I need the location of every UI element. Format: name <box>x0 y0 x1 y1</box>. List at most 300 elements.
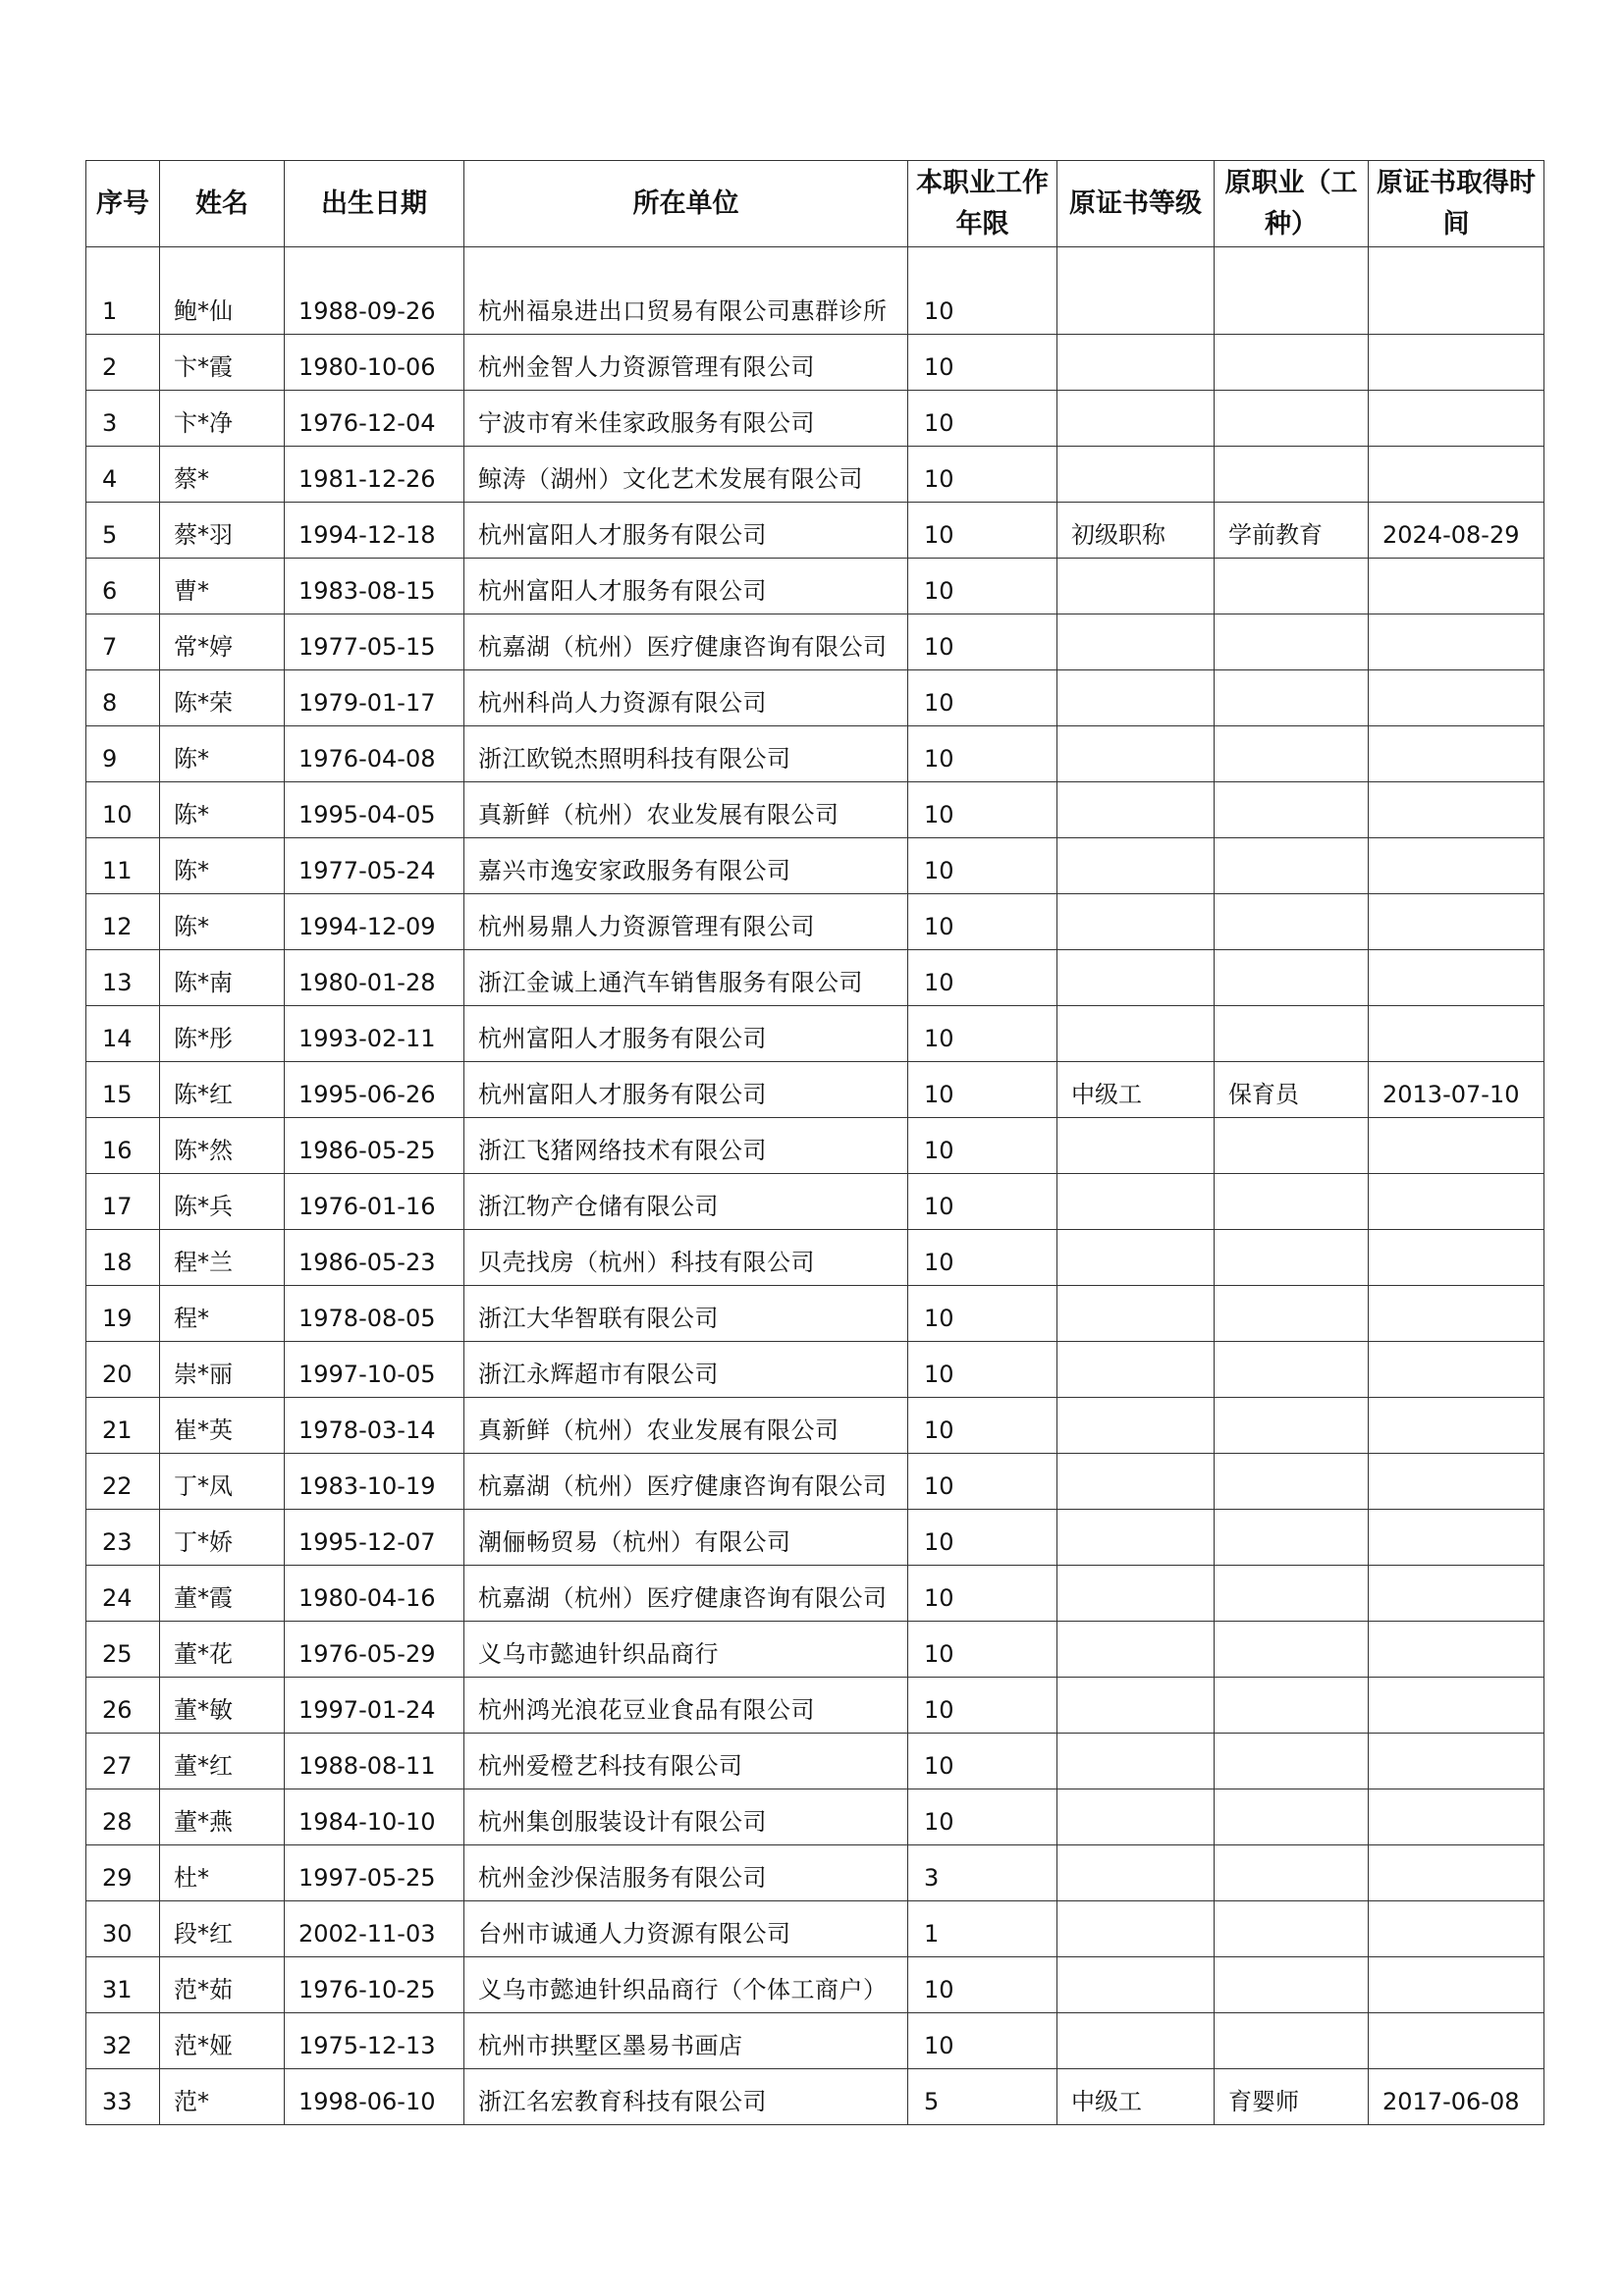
cell-no: 32 <box>86 2013 160 2069</box>
cell-prev-occupation <box>1215 1901 1369 1957</box>
cell-work-years: 10 <box>908 1006 1057 1062</box>
cell-cert-date <box>1369 2013 1544 2069</box>
cell-cert-date <box>1369 726 1544 782</box>
cell-cert-date <box>1369 559 1544 614</box>
cell-no: 7 <box>86 614 160 670</box>
cell-work-years: 10 <box>908 838 1057 894</box>
cell-no: 31 <box>86 1957 160 2013</box>
cell-name: 董*敏 <box>160 1678 285 1734</box>
cell-work-years: 10 <box>908 1118 1057 1174</box>
cell-birth-date: 1979-01-17 <box>285 670 464 726</box>
cell-unit: 浙江欧锐杰照明科技有限公司 <box>464 726 908 782</box>
cell-cert-date <box>1369 1845 1544 1901</box>
cell-birth-date: 1994-12-18 <box>285 503 464 559</box>
cell-birth-date: 1995-06-26 <box>285 1062 464 1118</box>
cell-cert-date <box>1369 391 1544 447</box>
cell-birth-date: 1997-10-05 <box>285 1342 464 1398</box>
cell-prev-occupation <box>1215 1398 1369 1454</box>
cell-no: 20 <box>86 1342 160 1398</box>
cell-cert-date <box>1369 670 1544 726</box>
cell-cert-level <box>1057 614 1215 670</box>
cell-cert-level <box>1057 1957 1215 2013</box>
cell-unit: 杭州易鼎人力资源管理有限公司 <box>464 894 908 950</box>
cell-cert-date <box>1369 447 1544 503</box>
cell-no: 17 <box>86 1174 160 1230</box>
cell-no: 22 <box>86 1454 160 1510</box>
cell-cert-level <box>1057 1230 1215 1286</box>
cell-cert-date <box>1369 247 1544 335</box>
cell-unit: 鲸涛（湖州）文化艺术发展有限公司 <box>464 447 908 503</box>
cell-prev-occupation <box>1215 838 1369 894</box>
cell-no: 29 <box>86 1845 160 1901</box>
cell-cert-level <box>1057 1342 1215 1398</box>
cell-prev-occupation <box>1215 1286 1369 1342</box>
cell-birth-date: 1993-02-11 <box>285 1006 464 1062</box>
cell-unit: 杭嘉湖（杭州）医疗健康咨询有限公司 <box>464 1566 908 1622</box>
cell-name: 崇*丽 <box>160 1342 285 1398</box>
cell-work-years: 10 <box>908 1678 1057 1734</box>
cell-unit: 杭州鸿光浪花豆业食品有限公司 <box>464 1678 908 1734</box>
cell-cert-date: 2024-08-29 <box>1369 503 1544 559</box>
cell-prev-occupation <box>1215 1510 1369 1566</box>
cell-birth-date: 1976-04-08 <box>285 726 464 782</box>
cell-birth-date: 1976-01-16 <box>285 1174 464 1230</box>
cell-no: 8 <box>86 670 160 726</box>
cell-no: 27 <box>86 1734 160 1789</box>
cell-unit: 杭州爱橙艺科技有限公司 <box>464 1734 908 1789</box>
cell-unit: 潮俪畅贸易（杭州）有限公司 <box>464 1510 908 1566</box>
cell-name: 陈*兵 <box>160 1174 285 1230</box>
cell-no: 21 <box>86 1398 160 1454</box>
table-row <box>86 1230 1544 1286</box>
cell-cert-date <box>1369 1901 1544 1957</box>
table-row <box>86 1174 1544 1230</box>
cell-cert-level <box>1057 1286 1215 1342</box>
cell-unit: 杭嘉湖（杭州）医疗健康咨询有限公司 <box>464 1454 908 1510</box>
cell-cert-level <box>1057 1174 1215 1230</box>
cell-cert-level <box>1057 670 1215 726</box>
cell-cert-level <box>1057 950 1215 1006</box>
cell-unit: 浙江物产仓储有限公司 <box>464 1174 908 1230</box>
cell-no: 16 <box>86 1118 160 1174</box>
cell-prev-occupation <box>1215 726 1369 782</box>
cell-work-years: 10 <box>908 2013 1057 2069</box>
cell-name: 卞*霞 <box>160 335 285 391</box>
cell-birth-date: 1994-12-09 <box>285 894 464 950</box>
cell-name: 蔡* <box>160 447 285 503</box>
cell-name: 董*红 <box>160 1734 285 1789</box>
table-row <box>86 1678 1544 1734</box>
cell-cert-date <box>1369 1789 1544 1845</box>
cell-name: 蔡*羽 <box>160 503 285 559</box>
cell-name: 董*花 <box>160 1622 285 1678</box>
cell-name: 杜* <box>160 1845 285 1901</box>
cell-cert-date <box>1369 1286 1544 1342</box>
cell-no: 12 <box>86 894 160 950</box>
table-row <box>86 335 1544 391</box>
cell-unit: 杭州富阳人才服务有限公司 <box>464 559 908 614</box>
cell-work-years: 10 <box>908 1062 1057 1118</box>
cell-birth-date: 1998-06-10 <box>285 2069 464 2125</box>
table-row <box>86 1286 1544 1342</box>
cell-no: 4 <box>86 447 160 503</box>
cell-prev-occupation <box>1215 247 1369 335</box>
cell-birth-date: 1976-05-29 <box>285 1622 464 1678</box>
cell-cert-date: 2017-06-08 <box>1369 2069 1544 2125</box>
cell-prev-occupation <box>1215 1566 1369 1622</box>
cell-prev-occupation <box>1215 1845 1369 1901</box>
cell-prev-occupation: 学前教育 <box>1215 503 1369 559</box>
table-row <box>86 950 1544 1006</box>
cell-cert-level <box>1057 894 1215 950</box>
cell-name: 常*婷 <box>160 614 285 670</box>
cell-prev-occupation <box>1215 1957 1369 2013</box>
cell-cert-date <box>1369 1566 1544 1622</box>
table-row <box>86 614 1544 670</box>
table-row <box>86 1734 1544 1789</box>
cell-birth-date: 1983-10-19 <box>285 1454 464 1510</box>
table-row <box>86 1622 1544 1678</box>
cell-work-years: 10 <box>908 1566 1057 1622</box>
cell-prev-occupation <box>1215 447 1369 503</box>
cell-birth-date: 1977-05-24 <box>285 838 464 894</box>
table-row <box>86 559 1544 614</box>
cell-name: 范*娅 <box>160 2013 285 2069</box>
cell-name: 崔*英 <box>160 1398 285 1454</box>
cell-birth-date: 1997-05-25 <box>285 1845 464 1901</box>
cell-cert-level <box>1057 391 1215 447</box>
cell-name: 董*霞 <box>160 1566 285 1622</box>
cell-name: 丁*娇 <box>160 1510 285 1566</box>
cell-unit: 浙江名宏教育科技有限公司 <box>464 2069 908 2125</box>
cell-unit: 杭州集创服装设计有限公司 <box>464 1789 908 1845</box>
cell-unit: 浙江金诚上通汽车销售服务有限公司 <box>464 950 908 1006</box>
cell-cert-level <box>1057 1510 1215 1566</box>
cell-unit: 杭州富阳人才服务有限公司 <box>464 1006 908 1062</box>
cell-name: 董*燕 <box>160 1789 285 1845</box>
cell-work-years: 10 <box>908 894 1057 950</box>
cell-unit: 浙江永辉超市有限公司 <box>464 1342 908 1398</box>
cell-unit: 杭州福泉进出口贸易有限公司惠群诊所 <box>464 247 908 335</box>
cell-work-years: 10 <box>908 1286 1057 1342</box>
cell-birth-date: 1981-12-26 <box>285 447 464 503</box>
cell-cert-level <box>1057 1622 1215 1678</box>
header-prev-occupation: 原职业（工种） <box>1215 161 1369 247</box>
cell-name: 陈* <box>160 782 285 838</box>
cell-cert-date <box>1369 335 1544 391</box>
cell-no: 24 <box>86 1566 160 1622</box>
cell-work-years: 10 <box>908 1174 1057 1230</box>
cell-name: 陈* <box>160 726 285 782</box>
cell-no: 13 <box>86 950 160 1006</box>
cell-cert-level <box>1057 1678 1215 1734</box>
cell-name: 陈*红 <box>160 1062 285 1118</box>
table-row <box>86 726 1544 782</box>
cell-cert-level <box>1057 1845 1215 1901</box>
cell-prev-occupation <box>1215 559 1369 614</box>
cell-cert-date <box>1369 1622 1544 1678</box>
cell-prev-occupation <box>1215 670 1369 726</box>
cell-cert-level <box>1057 1006 1215 1062</box>
cell-no: 9 <box>86 726 160 782</box>
table-row <box>86 2069 1544 2125</box>
cell-work-years: 10 <box>908 503 1057 559</box>
cell-no: 11 <box>86 838 160 894</box>
cell-name: 段*红 <box>160 1901 285 1957</box>
cell-no: 3 <box>86 391 160 447</box>
cell-work-years: 10 <box>908 782 1057 838</box>
cell-cert-date <box>1369 782 1544 838</box>
cell-unit: 真新鲜（杭州）农业发展有限公司 <box>464 782 908 838</box>
header-birth-date: 出生日期 <box>285 161 464 247</box>
cell-cert-date <box>1369 1006 1544 1062</box>
table-row <box>86 391 1544 447</box>
cell-work-years: 10 <box>908 447 1057 503</box>
cell-birth-date: 1980-04-16 <box>285 1566 464 1622</box>
cell-prev-occupation <box>1215 894 1369 950</box>
cell-unit: 杭嘉湖（杭州）医疗健康咨询有限公司 <box>464 614 908 670</box>
table-row <box>86 2013 1544 2069</box>
cell-birth-date: 1978-08-05 <box>285 1286 464 1342</box>
table-row <box>86 670 1544 726</box>
table-row <box>86 894 1544 950</box>
table-row <box>86 447 1544 503</box>
cell-cert-date <box>1369 1734 1544 1789</box>
cell-unit: 杭州科尚人力资源有限公司 <box>464 670 908 726</box>
cell-work-years: 10 <box>908 1342 1057 1398</box>
cell-cert-date <box>1369 950 1544 1006</box>
table-row <box>86 782 1544 838</box>
cell-birth-date: 1980-10-06 <box>285 335 464 391</box>
roster-table <box>85 160 1544 2125</box>
header-cert-level: 原证书等级 <box>1057 161 1215 247</box>
cell-work-years: 10 <box>908 1510 1057 1566</box>
cell-no: 15 <box>86 1062 160 1118</box>
cell-unit: 杭州富阳人才服务有限公司 <box>464 1062 908 1118</box>
cell-name: 陈*彤 <box>160 1006 285 1062</box>
cell-cert-level <box>1057 1454 1215 1510</box>
cell-birth-date: 2002-11-03 <box>285 1901 464 1957</box>
cell-birth-date: 1995-12-07 <box>285 1510 464 1566</box>
cell-birth-date: 1977-05-15 <box>285 614 464 670</box>
cell-prev-occupation <box>1215 950 1369 1006</box>
cell-cert-level <box>1057 1789 1215 1845</box>
cell-cert-date <box>1369 1957 1544 2013</box>
table-row <box>86 1901 1544 1957</box>
table-row <box>86 247 1544 335</box>
cell-prev-occupation: 保育员 <box>1215 1062 1369 1118</box>
table-row <box>86 1342 1544 1398</box>
table-body <box>86 247 1544 2125</box>
cell-cert-date <box>1369 894 1544 950</box>
cell-work-years: 1 <box>908 1901 1057 1957</box>
cell-cert-date <box>1369 1174 1544 1230</box>
header-work-years: 本职业工作年限 <box>908 161 1057 247</box>
table-row <box>86 1845 1544 1901</box>
cell-work-years: 10 <box>908 1734 1057 1789</box>
table-row <box>86 1789 1544 1845</box>
table-row <box>86 1510 1544 1566</box>
cell-name: 陈*荣 <box>160 670 285 726</box>
cell-name: 陈*南 <box>160 950 285 1006</box>
cell-name: 程*兰 <box>160 1230 285 1286</box>
cell-unit: 嘉兴市逸安家政服务有限公司 <box>464 838 908 894</box>
cell-cert-date <box>1369 1342 1544 1398</box>
cell-cert-level <box>1057 1566 1215 1622</box>
table-row <box>86 1006 1544 1062</box>
cell-cert-level <box>1057 1734 1215 1789</box>
cell-no: 33 <box>86 2069 160 2125</box>
cell-no: 14 <box>86 1006 160 1062</box>
cell-birth-date: 1995-04-05 <box>285 782 464 838</box>
cell-work-years: 10 <box>908 391 1057 447</box>
cell-unit: 浙江飞猪网络技术有限公司 <box>464 1118 908 1174</box>
cell-birth-date: 1984-10-10 <box>285 1789 464 1845</box>
cell-prev-occupation <box>1215 614 1369 670</box>
cell-no: 1 <box>86 247 160 335</box>
cell-cert-level <box>1057 1398 1215 1454</box>
cell-work-years: 10 <box>908 614 1057 670</box>
cell-cert-level <box>1057 447 1215 503</box>
cell-prev-occupation <box>1215 2013 1369 2069</box>
cell-work-years: 10 <box>908 726 1057 782</box>
cell-name: 曹* <box>160 559 285 614</box>
cell-birth-date: 1975-12-13 <box>285 2013 464 2069</box>
cell-no: 23 <box>86 1510 160 1566</box>
cell-name: 程* <box>160 1286 285 1342</box>
cell-prev-occupation <box>1215 1118 1369 1174</box>
cell-birth-date: 1988-09-26 <box>285 247 464 335</box>
cell-cert-level <box>1057 2013 1215 2069</box>
cell-cert-level <box>1057 335 1215 391</box>
cell-prev-occupation <box>1215 1006 1369 1062</box>
cell-unit: 宁波市宥米佳家政服务有限公司 <box>464 391 908 447</box>
cell-name: 卞*净 <box>160 391 285 447</box>
cell-prev-occupation <box>1215 1174 1369 1230</box>
header-no: 序号 <box>86 161 160 247</box>
cell-work-years: 10 <box>908 950 1057 1006</box>
cell-unit: 杭州金沙保洁服务有限公司 <box>464 1845 908 1901</box>
cell-cert-date <box>1369 1454 1544 1510</box>
cell-name: 陈* <box>160 894 285 950</box>
cell-unit: 杭州金智人力资源管理有限公司 <box>464 335 908 391</box>
cell-no: 5 <box>86 503 160 559</box>
cell-prev-occupation <box>1215 1342 1369 1398</box>
cell-birth-date: 1983-08-15 <box>285 559 464 614</box>
table-row <box>86 1118 1544 1174</box>
table-row <box>86 1957 1544 2013</box>
cell-work-years: 10 <box>908 1398 1057 1454</box>
cell-work-years: 3 <box>908 1845 1057 1901</box>
cell-cert-date <box>1369 838 1544 894</box>
cell-cert-date <box>1369 1510 1544 1566</box>
cell-unit: 义乌市懿迪针织品商行（个体工商户） <box>464 1957 908 2013</box>
cell-cert-level <box>1057 559 1215 614</box>
table-row <box>86 838 1544 894</box>
header-cert-date: 原证书取得时间 <box>1369 161 1544 247</box>
table-row <box>86 1454 1544 1510</box>
cell-cert-level: 中级工 <box>1057 1062 1215 1118</box>
cell-birth-date: 1976-12-04 <box>285 391 464 447</box>
cell-no: 19 <box>86 1286 160 1342</box>
cell-name: 丁*凤 <box>160 1454 285 1510</box>
cell-no: 28 <box>86 1789 160 1845</box>
cell-cert-date <box>1369 1678 1544 1734</box>
cell-no: 25 <box>86 1622 160 1678</box>
table-row <box>86 503 1544 559</box>
cell-prev-occupation <box>1215 782 1369 838</box>
cell-unit: 浙江大华智联有限公司 <box>464 1286 908 1342</box>
header-name: 姓名 <box>160 161 285 247</box>
cell-no: 2 <box>86 335 160 391</box>
cell-work-years: 10 <box>908 1622 1057 1678</box>
cell-name: 陈* <box>160 838 285 894</box>
header-unit: 所在单位 <box>464 161 908 247</box>
cell-cert-level <box>1057 1118 1215 1174</box>
cell-cert-level: 中级工 <box>1057 2069 1215 2125</box>
cell-name: 鲍*仙 <box>160 247 285 335</box>
cell-cert-level <box>1057 1901 1215 1957</box>
cell-birth-date: 1988-08-11 <box>285 1734 464 1789</box>
cell-work-years: 10 <box>908 559 1057 614</box>
cell-cert-level <box>1057 726 1215 782</box>
cell-cert-date <box>1369 1398 1544 1454</box>
cell-prev-occupation <box>1215 1622 1369 1678</box>
cell-no: 6 <box>86 559 160 614</box>
cell-work-years: 10 <box>908 1230 1057 1286</box>
cell-prev-occupation <box>1215 1789 1369 1845</box>
cell-work-years: 10 <box>908 335 1057 391</box>
cell-birth-date: 1976-10-25 <box>285 1957 464 2013</box>
cell-no: 10 <box>86 782 160 838</box>
cell-cert-date: 2013-07-10 <box>1369 1062 1544 1118</box>
cell-work-years: 10 <box>908 1957 1057 2013</box>
cell-birth-date: 1997-01-24 <box>285 1678 464 1734</box>
cell-prev-occupation <box>1215 391 1369 447</box>
cell-work-years: 10 <box>908 247 1057 335</box>
cell-work-years: 5 <box>908 2069 1057 2125</box>
cell-cert-date <box>1369 1230 1544 1286</box>
table-row <box>86 1398 1544 1454</box>
cell-cert-level <box>1057 247 1215 335</box>
cell-prev-occupation <box>1215 1734 1369 1789</box>
cell-cert-level <box>1057 838 1215 894</box>
cell-birth-date: 1986-05-25 <box>285 1118 464 1174</box>
cell-unit: 真新鲜（杭州）农业发展有限公司 <box>464 1398 908 1454</box>
cell-work-years: 10 <box>908 1789 1057 1845</box>
cell-name: 范*茹 <box>160 1957 285 2013</box>
cell-prev-occupation: 育婴师 <box>1215 2069 1369 2125</box>
table-row <box>86 1566 1544 1622</box>
cell-unit: 杭州富阳人才服务有限公司 <box>464 503 908 559</box>
cell-unit: 贝壳找房（杭州）科技有限公司 <box>464 1230 908 1286</box>
cell-work-years: 10 <box>908 1454 1057 1510</box>
cell-no: 18 <box>86 1230 160 1286</box>
cell-prev-occupation <box>1215 335 1369 391</box>
cell-birth-date: 1986-05-23 <box>285 1230 464 1286</box>
cell-cert-date <box>1369 614 1544 670</box>
cell-name: 陈*然 <box>160 1118 285 1174</box>
cell-cert-level: 初级职称 <box>1057 503 1215 559</box>
cell-name: 范* <box>160 2069 285 2125</box>
cell-prev-occupation <box>1215 1678 1369 1734</box>
cell-prev-occupation <box>1215 1230 1369 1286</box>
cell-work-years: 10 <box>908 670 1057 726</box>
cell-unit: 义乌市懿迪针织品商行 <box>464 1622 908 1678</box>
cell-unit: 台州市诚通人力资源有限公司 <box>464 1901 908 1957</box>
cell-prev-occupation <box>1215 1454 1369 1510</box>
cell-cert-date <box>1369 1118 1544 1174</box>
